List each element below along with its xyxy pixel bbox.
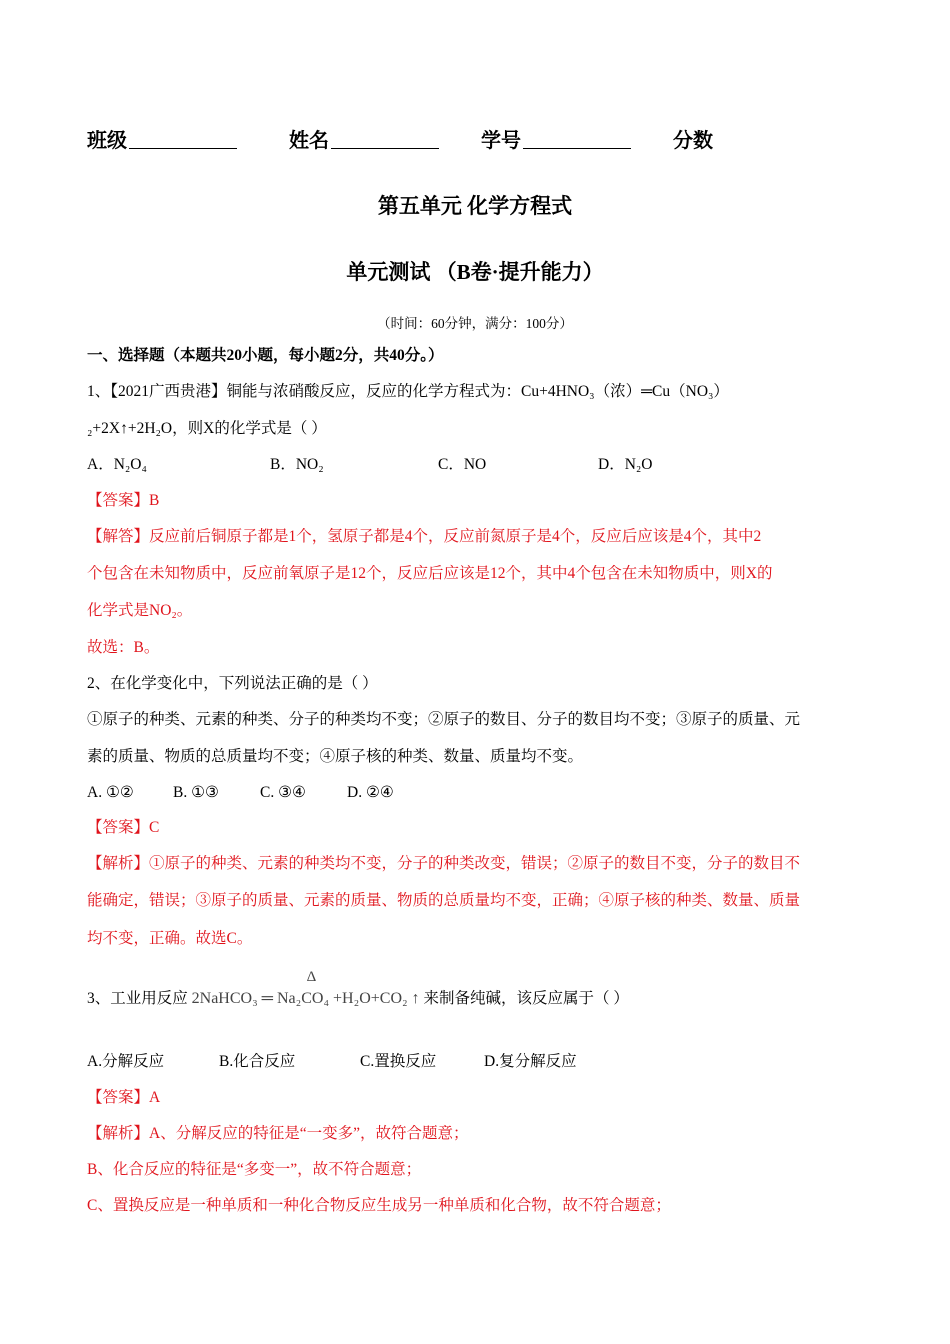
q3-equation xyxy=(191,969,420,1009)
page-title: 第五单元 化学方程式 xyxy=(377,194,573,218)
q2-option-a[interactable]: A. ①② xyxy=(87,784,134,801)
name-label: 姓名 xyxy=(289,130,329,152)
q1-option-a[interactable]: A．N₂O₄ xyxy=(87,456,147,473)
q2-line2: ①原子的种类、元素的种类、分子的种类均不变；②原子的数目、分子的数目均不变；③原子的质量、元 xyxy=(87,711,801,728)
q1-options xyxy=(87,455,653,475)
name-blank xyxy=(331,128,439,149)
q3-explain-3: C、置换反应是一种单质和一种化合物反应生成另一种单质和化合物，故不符合题意； xyxy=(87,1197,671,1214)
q2-explain-2: 能确定，错误；③原子的质量、元素的质量、物质的总质量均不变，正确；④原子核的种类、数量、质量 xyxy=(87,892,801,909)
exam-meta: （时间：60分钟，满分：100分） xyxy=(377,316,573,331)
q3-suffix: 来制备纯碱，该反应属于（ ） xyxy=(423,990,629,1007)
section-heading: 一、选择题（本题共20小题，每小题2分，共40分。） xyxy=(87,347,444,364)
q2-explain-1: 【解析】①原子的种类、元素的种类均不变，分子的种类改变，错误；②原子的数目不变，分子的数目不 xyxy=(87,855,801,872)
q3-option-d[interactable]: D.复分解反应 xyxy=(484,1053,577,1070)
q3-prefix: 3、工业用反应 xyxy=(87,990,188,1007)
q2-explain-3: 均不变，正确。故选C。 xyxy=(87,930,253,947)
q3-answer: 【答案】A xyxy=(87,1089,161,1106)
class-label: 班级 xyxy=(87,130,127,152)
q2-options xyxy=(87,783,394,803)
q2-answer: 【答案】C xyxy=(87,819,160,836)
q1-explain-2: 个包含在未知物质中，反应前氧原子是12个，反应后应该是12个，其中4个包含在未知物质中，则X的 xyxy=(87,565,773,582)
q2-option-c[interactable]: C. ③④ xyxy=(260,784,306,801)
q3-explain-2: B、化合反应的特征是“多变一”，故不符合题意； xyxy=(87,1161,422,1178)
q1-explain-3: 化学式是NO₂。 xyxy=(87,602,193,619)
class-blank xyxy=(129,128,237,149)
student-info-header xyxy=(87,128,713,154)
q2-line3: 素的质量、物质的总质量均不变；④原子核的种类、数量、质量均不变。 xyxy=(87,748,584,765)
q1-line1: 1、【2021广西贵港】铜能与浓硝酸反应，反应的化学方程式为：Cu+4HNO₃（浓）═Cu（NO₃） xyxy=(87,383,729,400)
page-subtitle: 单元测试 （B卷·提升能力） xyxy=(346,260,604,284)
q1-line2: ₂+2X↑+2H₂O，则X的化学式是（ ） xyxy=(87,420,327,437)
q3-option-b[interactable]: B.化合反应 xyxy=(219,1053,296,1070)
q2-option-b[interactable]: B. ①③ xyxy=(173,784,219,801)
id-label: 学号 xyxy=(481,130,521,152)
score-label: 分数 xyxy=(673,130,713,152)
q1-explain-4: 故选：B。 xyxy=(87,639,160,656)
q1-option-b[interactable]: B．NO₂ xyxy=(270,456,324,473)
q3-options xyxy=(87,1052,577,1072)
q1-option-d[interactable]: D．N₂O xyxy=(598,456,653,473)
q2-line1: 2、在化学变化中，下列说法正确的是（ ） xyxy=(87,675,378,692)
q2-option-d[interactable]: D. ②④ xyxy=(347,784,394,801)
q1-explain-1: 【解答】反应前后铜原子都是1个，氢原子都是4个，反应前氮原子是4个，反应后应该是4个，其中2 xyxy=(87,528,762,545)
q3-option-a[interactable]: A.分解反应 xyxy=(87,1053,165,1070)
q1-answer: 【答案】B xyxy=(87,492,160,509)
id-blank xyxy=(523,128,631,149)
q3-option-c[interactable]: C.置换反应 xyxy=(360,1053,437,1070)
q3-line1 xyxy=(87,969,629,1009)
delta-symbol: Δ xyxy=(306,969,317,985)
q3-equation-text: 2NaHCO₃ ═ Na₂CO₄ +H₂O+CO₂ ↑ xyxy=(191,990,420,1007)
q3-explain-1: 【解析】A、分解反应的特征是“一变多”，故符合题意； xyxy=(87,1125,469,1142)
q1-option-c[interactable]: C．NO xyxy=(438,456,487,473)
